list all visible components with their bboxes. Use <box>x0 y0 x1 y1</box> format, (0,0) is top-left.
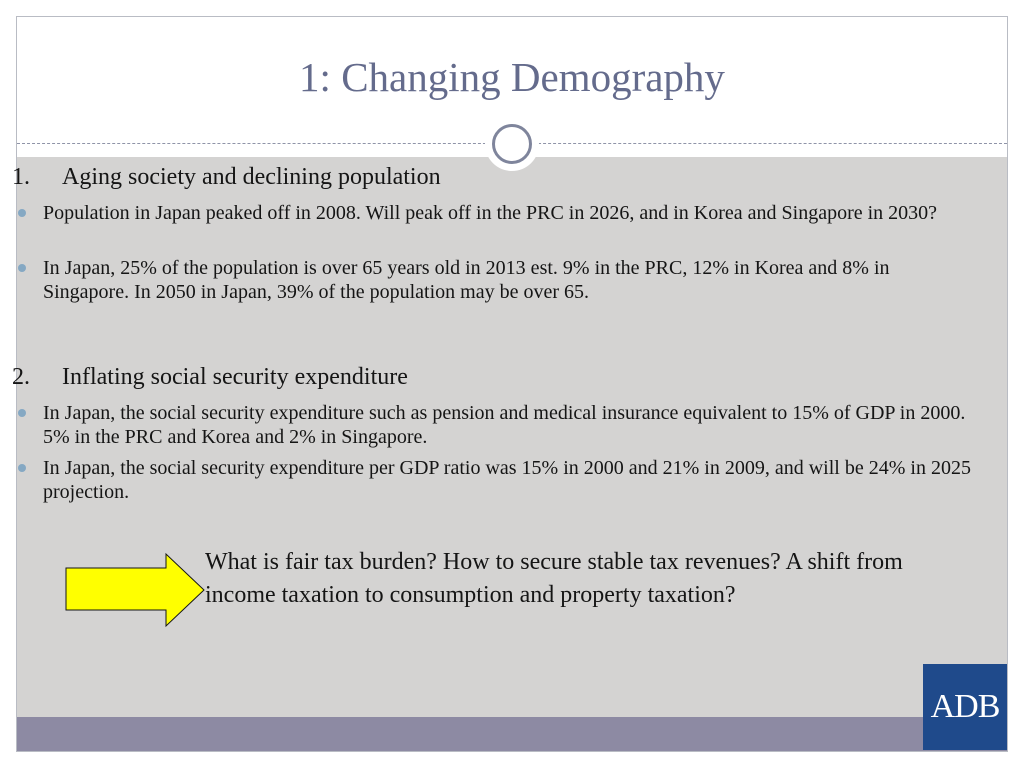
list-item <box>18 201 978 225</box>
bullet-text: In Japan, the social security expenditure such as pension and medical insurance equivalent to 15% of GDP in 2000. 5% in the PRC and Korea and 2% in Singapore. <box>43 402 966 448</box>
bullet-icon <box>18 209 26 217</box>
ring-icon <box>485 117 539 171</box>
section-2-number: 2. <box>12 364 30 390</box>
bullet-icon <box>18 464 26 472</box>
list-item <box>18 456 978 504</box>
footer-bar <box>17 717 1007 751</box>
bullet-icon <box>18 409 26 417</box>
adb-logo: ADB <box>923 664 1007 750</box>
list-item <box>18 401 978 449</box>
section-2-title: Inflating social security expenditure <box>62 364 408 390</box>
section-1-heading <box>12 164 441 191</box>
bullet-icon <box>18 264 26 272</box>
bullet-text: Population in Japan peaked off in 2008. Will peak off in the PRC in 2026, and in Korea and Singapore in 2030? <box>43 202 938 224</box>
list-item <box>18 256 978 304</box>
section-1-title: Aging society and declining population <box>62 164 441 190</box>
section-2-heading <box>12 364 408 391</box>
question-text: What is fair tax burden? How to secure stable tax revenues? A shift from income taxation to consumption and property taxation? <box>205 549 903 608</box>
right-arrow-icon <box>48 538 208 628</box>
bullet-text: In Japan, the social security expenditure per GDP ratio was 15% in 2000 and 21% in 2009, and will be 24% in 2025 projection. <box>43 457 971 503</box>
bullet-text: In Japan, 25% of the population is over 65 years old in 2013 est. 9% in the PRC, 12% in Korea and 8% in Singapore. In 2050 in Japan, 39% of the population may be over 65. <box>43 257 890 303</box>
slide-title: 1: Changing Demography <box>299 54 725 100</box>
section-1-number: 1. <box>12 164 30 190</box>
